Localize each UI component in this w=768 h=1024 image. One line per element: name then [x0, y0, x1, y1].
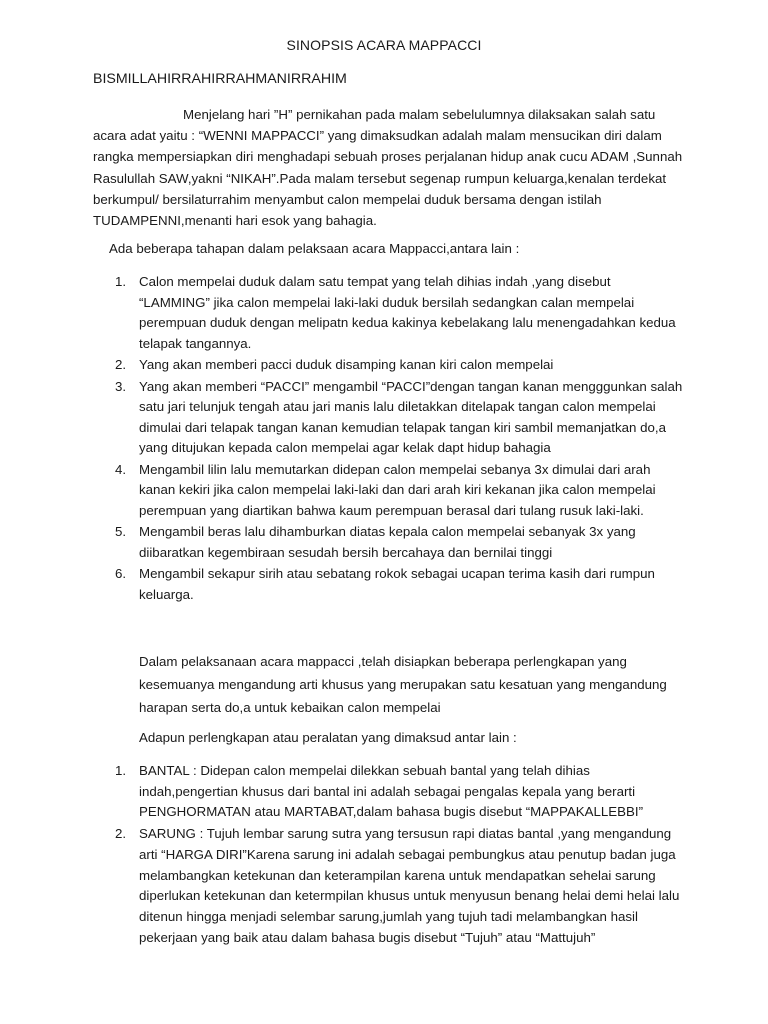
list-number: 1.: [115, 274, 127, 289]
list-number: 3.: [115, 378, 127, 394]
list-item-text: Mengambil sekapur sirih atau sebatang rokok sebagai ucapan terima kasih dari rumpun keluarga.: [139, 566, 655, 602]
list-item-text: Calon mempelai duduk dalam satu tempat yang telah dihias indah ,yang disebut “LAMMING” jika calon mempelai laki-laki duduk bersilah sedangkan calan mempelai perempuan duduk dengan melipatn kedua kakinya kebelakang lalu menengadahkan kedua telapak tangannya.: [139, 274, 676, 351]
document-title: SINOPSIS ACARA MAPPACCI: [286, 37, 482, 53]
equipment-intro: Adapun perlengkapan atau peralatan yang dimaksud antar lain :: [139, 730, 517, 745]
list-item: [93, 522, 683, 563]
list-number: 1.: [115, 763, 127, 778]
list-item: [93, 377, 683, 459]
list-number: 4.: [115, 461, 127, 477]
stages-list: [93, 272, 683, 605]
list-item-text: Mengambil beras lalu dihamburkan diatas kepala calon mempelai sebanyak 3x yang diibaratkan kegembiraan sesudah bersih bercahaya dan bernilai tinggi: [139, 524, 636, 560]
list-number: 2.: [115, 357, 127, 372]
list-item-text: Yang akan memberi pacci duduk disamping kanan kiri calon mempelai: [139, 357, 554, 372]
list-item-text: SARUNG : Tujuh lembar sarung sutra yang tersusun rapi diatas bantal ,yang mengandung arti “HARGA DIRI”Karena sarung ini adalah sebagai pembungkus atau penutup badan juga melambangkan ketekunan dan keterampilan karena untuk mendapatkan sehelai sarung diperlukan ketekunan dan ketermpilan khusus untuk menyusun benang helai demi helai lalu ditenun hingga menjadi selembar sarung,jumlah yang tujuh tadi melambangkan hasil pekerjaan yang baik atau dalam bahasa bugis disebut “Tujuh” atau “Mattujuh”: [139, 826, 680, 945]
list-number: 5.: [115, 524, 127, 539]
stages-intro: Ada beberapa tahapan dalam pelaksaan acara Mappacci,antara lain :: [109, 241, 520, 256]
opening-line: BISMILLAHIRRAHIRRAHMANIRRAHIM: [93, 71, 347, 87]
list-item: [93, 272, 683, 354]
intro-text: Menjelang hari ”H” pernikahan pada malam sebelulumnya dilaksakan salah satu acara adat yaitu : “WENNI MAPPACCI” yang dimaksudkan adalah malam mensucikan diri dalam rangka mempersiapkan diri menghadapi sebuah proses perjalanan hidup anak cucu ADAM ,Sunnah Rasulullah SAW,yakni “NIKAH”.Pada malam tersebut segenap rumpun keluarga,kenalan terdekat berkumpul/ bersilaturrahim menyambut calon mempelai duduk bersama dengan istilah TUDAMPENNI,menanti hari esok yang bahagia.: [93, 107, 683, 229]
list-item: [93, 355, 683, 376]
intro-paragraph: [93, 104, 683, 231]
list-item-text: Mengambil lilin lalu memutarkan didepan calon mempelai sebanya 3x dimulai dari arah kanan kekiri jika calon mempelai laki-laki dan dari arah kiri kekanan jika calon mempelai perempuan yang diartikan bahwa kaum perempuan berasal dari tulang rusuk laki-laki.: [139, 461, 656, 518]
equipment-paragraph: Dalam pelaksanaan acara mappacci ,telah disiapkan beberapa perlengkapan yang kesemuanya mengandung arti khusus yang merupakan satu kesatuan yang mengandung harapan serta do,a untuk kebaikan calon mempelai: [139, 654, 667, 715]
list-number: 6.: [115, 566, 127, 581]
list-item: [93, 761, 683, 823]
list-item-text: Yang akan memberi “PACCI” mengambil “PACCI”dengan tangan kanan mengggunkan salah satu jari telunjuk tengah atau jari manis lalu diletakkan ditelapak tangan calon mempelai dimulai dari telapak tangan kanan kemudian telapak tangan kiri sambil memanjatkan do,a yang ditujukan kepada calon mempelai agar kelak dapt hidup bahagia: [139, 378, 683, 455]
list-number: 2.: [115, 826, 127, 842]
list-item: [93, 564, 683, 605]
equipment-list: [93, 761, 683, 948]
list-item: [93, 460, 683, 522]
list-item-text: BANTAL : Didepan calon mempelai dilekkan sebuah bantal yang telah dihias indah,pengertian khusus dari bantal ini adalah sebagai pengalas kepala yang berarti PENGHORMATAN atau MARTABAT,dalam bahasa bugis disebut “MAPPAKALLEBBI”: [139, 763, 644, 820]
list-item: [93, 824, 683, 948]
